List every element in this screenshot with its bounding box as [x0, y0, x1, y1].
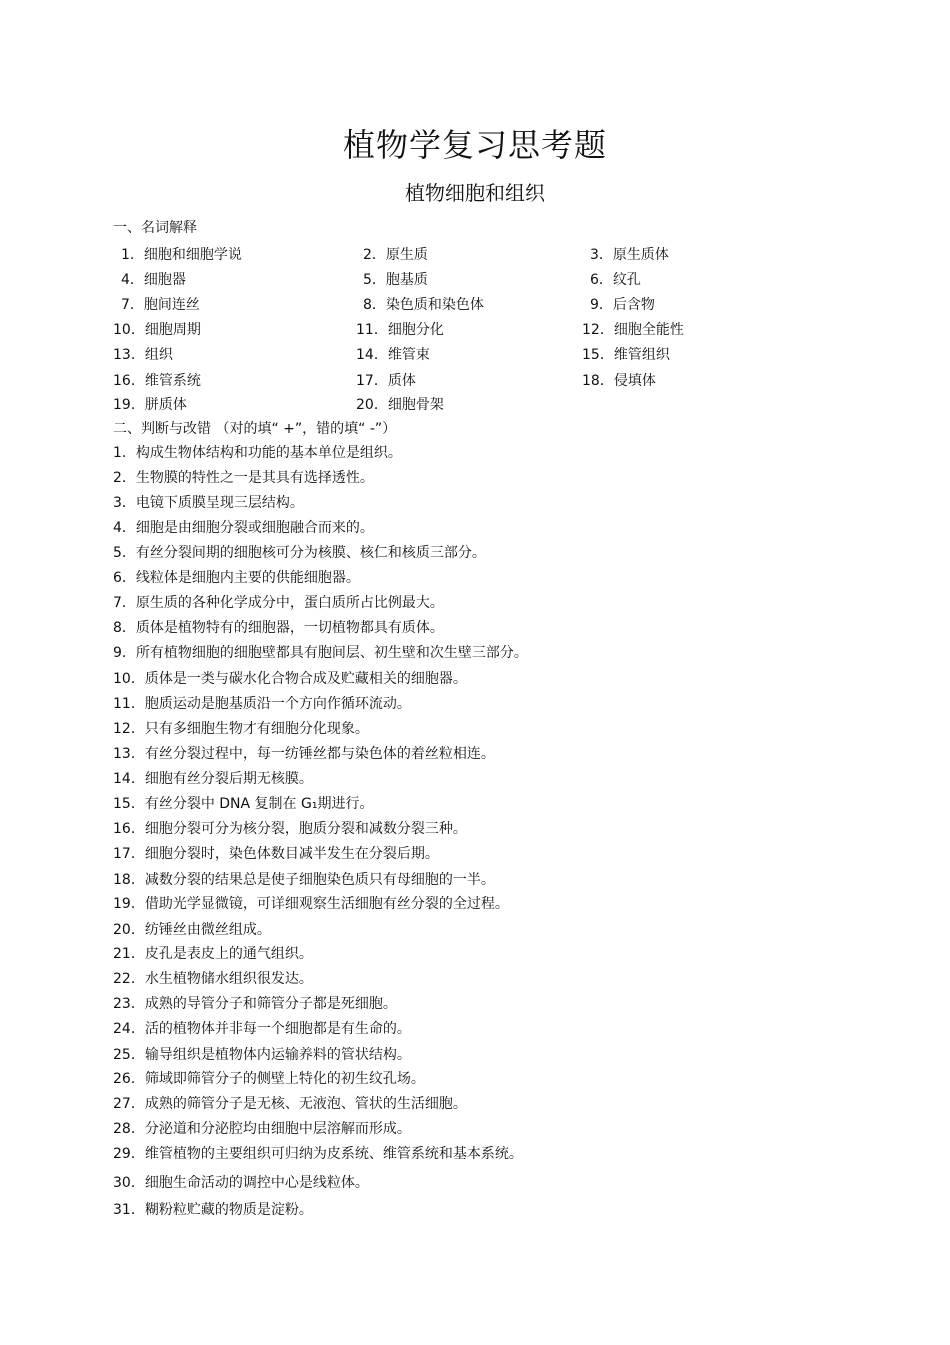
question-item: 2．生物膜的特性之一是其具有选择透性。 [113, 470, 374, 486]
question-item: 23．成熟的导管分子和筛管分子都是死细胞。 [113, 996, 397, 1012]
term-item: 6．纹孔 [590, 272, 641, 288]
question-item: 29．维管植物的主要组织可归纳为皮系统、维管系统和基本系统。 [113, 1146, 523, 1162]
section-heading-judgement: 二、判断与改错 （对的填“ +”，错的填“ -”） [113, 421, 397, 437]
term-item: 10．细胞周期 [113, 322, 201, 338]
page-title: 植物学复习思考题 [342, 126, 607, 164]
term-item: 16．维管系统 [113, 373, 201, 389]
question-item: 31．糊粉粒贮藏的物质是淀粉。 [113, 1202, 313, 1218]
question-item: 28．分泌道和分泌腔均由细胞中层溶解而形成。 [113, 1121, 411, 1137]
question-item: 4．细胞是由细胞分裂或细胞融合而来的。 [113, 520, 374, 536]
term-item: 1．细胞和细胞学说 [121, 247, 242, 263]
term-item: 7．胞间连丝 [121, 297, 200, 313]
question-item: 25．输导组织是植物体内运输养料的管状结构。 [113, 1047, 411, 1063]
page-subtitle: 植物细胞和组织 [405, 181, 545, 205]
question-item: 14．细胞有丝分裂后期无核膜。 [113, 771, 313, 787]
section-heading-terms: 一、名词解释 [113, 220, 197, 236]
term-item: 13．组织 [113, 347, 173, 363]
question-item: 9．所有植物细胞的细胞壁都具有胞间层、初生壁和次生壁三部分。 [113, 645, 528, 661]
question-item: 15．有丝分裂中 DNA 复制在 G₁期进行。 [113, 796, 374, 812]
term-item: 15．维管组织 [582, 347, 670, 363]
question-item: 30．细胞生命活动的调控中心是线粒体。 [113, 1175, 369, 1191]
term-item: 17．质体 [356, 373, 416, 389]
term-item: 9．后含物 [590, 297, 655, 313]
question-item: 11．胞质运动是胞基质沿一个方向作循环流动。 [113, 696, 411, 712]
term-item: 4．细胞器 [121, 272, 186, 288]
term-item: 2．原生质 [363, 247, 428, 263]
question-item: 12．只有多细胞生物才有细胞分化现象。 [113, 721, 369, 737]
question-item: 8．质体是植物特有的细胞器，一切植物都具有质体。 [113, 620, 444, 636]
question-item: 18．减数分裂的结果总是使子细胞染色质只有母细胞的一半。 [113, 872, 495, 888]
term-item: 11．细胞分化 [356, 322, 444, 338]
term-item: 18．侵填体 [582, 373, 656, 389]
question-item: 27．成熟的筛管分子是无核、无液泡、管状的生活细胞。 [113, 1096, 467, 1112]
question-item: 1．构成生物体结构和功能的基本单位是组织。 [113, 445, 402, 461]
question-item: 3．电镜下质膜呈现三层结构。 [113, 495, 304, 511]
question-item: 26．筛域即筛管分子的侧壁上特化的初生纹孔场。 [113, 1071, 425, 1087]
question-item: 21．皮孔是表皮上的通气组织。 [113, 946, 313, 962]
term-item: 20．细胞骨架 [356, 397, 444, 413]
question-item: 6．线粒体是细胞内主要的供能细胞器。 [113, 570, 360, 586]
question-item: 17．细胞分裂时，染色体数目减半发生在分裂后期。 [113, 846, 439, 862]
question-item: 5．有丝分裂间期的细胞核可分为核膜、核仁和核质三部分。 [113, 545, 486, 561]
term-item: 3．原生质体 [590, 247, 669, 263]
question-item: 22．水生植物储水组织很发达。 [113, 971, 313, 987]
term-item: 8．染色质和染色体 [363, 297, 484, 313]
question-item: 19．借助光学显微镜，可详细观察生活细胞有丝分裂的全过程。 [113, 896, 509, 912]
question-item: 16．细胞分裂可分为核分裂，胞质分裂和减数分裂三种。 [113, 821, 467, 837]
term-item: 19．胼质体 [113, 397, 187, 413]
question-item: 20．纺锤丝由微丝组成。 [113, 922, 271, 938]
term-item: 5．胞基质 [363, 272, 428, 288]
question-item: 10．质体是一类与碳水化合物合成及贮藏相关的细胞器。 [113, 671, 467, 687]
question-item: 24．活的植物体并非每一个细胞都是有生命的。 [113, 1021, 411, 1037]
question-item: 7．原生质的各种化学成分中，蛋白质所占比例最大。 [113, 595, 444, 611]
question-item: 13．有丝分裂过程中，每一纺锤丝都与染色体的着丝粒相连。 [113, 746, 495, 762]
term-item: 12．细胞全能性 [582, 322, 684, 338]
term-item: 14．维管束 [356, 347, 430, 363]
